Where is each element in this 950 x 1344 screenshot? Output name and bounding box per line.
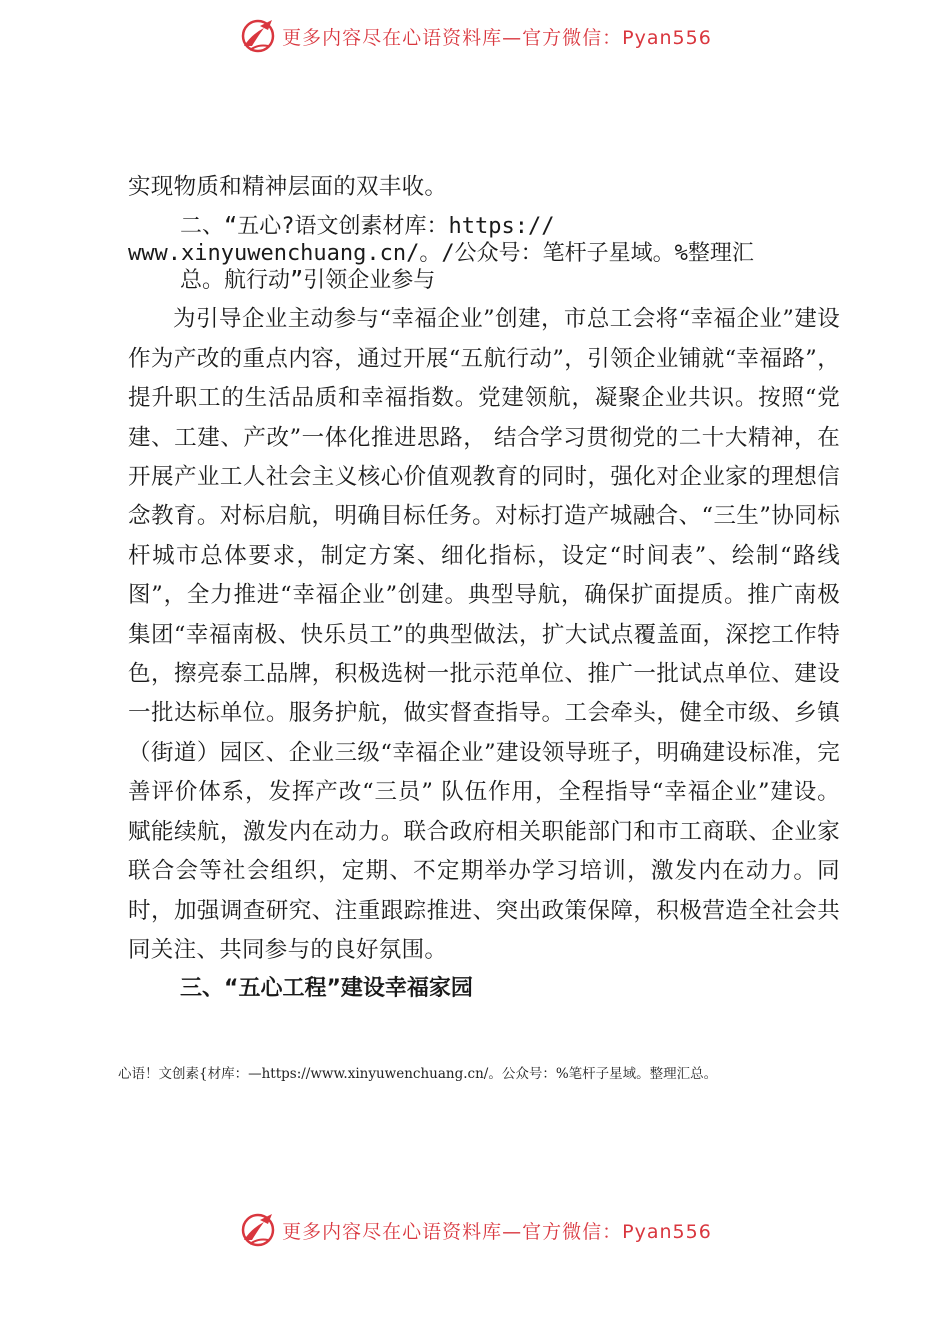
document-body (128, 168, 840, 1008)
paragraph-main: 为引导企业主动参与“幸福企业”创建，市总工会将“幸福企业”建设作为产改的重点内容，通过开展“五航行动”，引领企业铺就“幸福路”，提升职工的生活品质和幸福指数。党建领航，凝聚企业共识。按照“党建、工建、产改”一体化推进思路， 结合学习贯彻党的二十大精神，在开展产业工人社会主义核心价值观教育的同时，强化对企业家的理想信念教育。对标启航，明确目标任务。对标打造产城融合、“三生”协同标杆城市总体要求，制定方案、细化指标，设定“时间表”、绘制“路线图”，全力推进“幸福企业”创建。典型导航，确保扩面提质。推广南极集团“幸福南极、快乐员工”的典型做法，扩大试点覆盖面，深挖工作特色，擦亮泰工品牌，积极选树一批示范单位、推广一批试点单位、建设一批达标单位。服务护航，做实督查指导。工会牵头，健全市级、乡镇（街道）园区、企业三级“幸福企业”建设领导班子，明确建设标准，完善评价体系，发挥产改“三员” 队伍作用，全程指导“幸福企业”建设。赋能续航，激发内在动力。联合政府相关职能部门和市工商联、企业家联合会等社会组织，定期、不定期举办学习培训，激发内在动力。同时，加强调查研究、注重跟踪推进、突出政策保障，积极营造全社会共同关注、共同参与的良好氛围。 (128, 306, 840, 963)
brush-logo-icon (238, 1210, 278, 1250)
header-banner (0, 14, 950, 58)
paragraph-continuation: 实现物质和精神层面的双丰收。 (128, 174, 448, 200)
banner-text: 更多内容尽在心语资料库—官方微信：Pyan556 (282, 1220, 712, 1243)
section-heading-2-line2: www.xinyuwenchuang.cn/。/公众号：笔杆子星域。%整理汇 (128, 241, 754, 267)
section-heading-2-line1: 二、“五心?语文创素材库：https:// (180, 214, 555, 240)
section-heading-2-line3: 总。航行动”引领企业参与 (180, 268, 436, 294)
section-heading-2 (128, 213, 840, 294)
banner-text: 更多内容尽在心语资料库—官方微信：Pyan556 (282, 26, 712, 49)
watermark-footnote: 心语！文创素{材库：—https://www.xinyuwenchuang.cn/。公众号：%笔杆子星域。整理汇总。 (118, 1066, 718, 1082)
footer-banner (0, 1208, 950, 1252)
brush-logo-icon (238, 16, 278, 56)
section-heading-3: 三、“五心工程”建设幸福家园 (180, 976, 473, 1002)
